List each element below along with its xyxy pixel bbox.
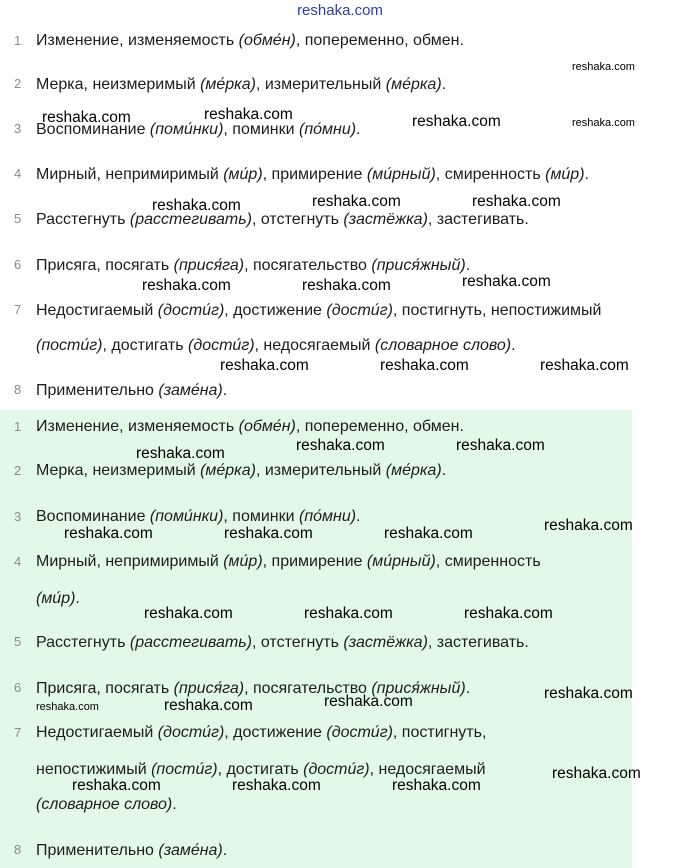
watermark: reshaka.com: [380, 357, 469, 374]
item-text-line: [36, 381, 227, 401]
root-hint: (прися́жный): [371, 680, 466, 697]
root-hint: (прися́га): [173, 257, 245, 274]
text-segment: .: [356, 121, 361, 138]
watermark: reshaka.com: [540, 357, 629, 374]
watermark: reshaka.com: [462, 273, 551, 290]
root-hint: (ми́р): [545, 166, 585, 183]
item-number: 3: [14, 509, 22, 524]
watermark: reshaka.com: [164, 697, 253, 714]
root-hint: (дости́г): [188, 337, 255, 354]
watermark: reshaka.com: [144, 605, 233, 622]
item-number: 8: [14, 842, 22, 857]
watermark: reshaka.com: [136, 445, 225, 462]
watermark: reshaka.com: [544, 517, 633, 534]
text-segment: .: [172, 796, 177, 813]
root-hint: (ме́рка): [200, 76, 256, 93]
root-hint: (застёжка): [343, 211, 428, 228]
root-hint: (дости́г): [157, 302, 225, 319]
item-number: 4: [14, 166, 22, 181]
root-hint: (дости́г): [303, 761, 370, 778]
text-segment: .: [222, 382, 228, 399]
root-hint: (ми́р): [223, 166, 263, 183]
text-segment: Присяга, посягать: [36, 257, 174, 274]
item-text-line: [36, 461, 446, 481]
root-hint: (расстегивать): [129, 211, 252, 228]
watermark: reshaka.com: [72, 777, 161, 794]
root-hint: (ми́р): [223, 553, 263, 570]
text-segment: , недосягаемый: [254, 337, 375, 354]
text-segment: .: [584, 166, 589, 183]
text-segment: .: [511, 337, 516, 354]
item-number: 5: [14, 211, 22, 226]
watermark: reshaka.com: [204, 106, 293, 123]
text-segment: Воспоминание: [36, 121, 150, 138]
watermark: reshaka.com: [464, 605, 553, 622]
root-hint: (пости́г): [151, 761, 218, 778]
item-text-line: [36, 75, 446, 95]
text-segment: , попеременно, обмен.: [295, 32, 464, 49]
text-segment: , измерительный: [255, 462, 386, 479]
text-segment: .: [465, 680, 471, 697]
item-text-line: [36, 210, 529, 230]
text-segment: , попеременно, обмен.: [295, 418, 464, 435]
watermark: reshaka.com: [572, 61, 635, 73]
text-segment: , постигнуть,: [392, 724, 487, 741]
root-hint: (по́мни): [299, 121, 357, 138]
root-hint: (по́мни): [299, 508, 357, 525]
text-segment: Применительно: [36, 842, 159, 859]
item-text-line: [36, 552, 541, 572]
text-segment: Применительно: [36, 382, 159, 399]
text-segment: , посягательство: [244, 257, 372, 274]
watermark: reshaka.com: [224, 525, 313, 542]
text-segment: Мирный, непримиримый: [36, 166, 224, 183]
text-segment: Недостигаемый: [36, 302, 158, 319]
item-number: 5: [14, 634, 22, 649]
site-header-watermark: reshaka.com: [297, 2, 383, 19]
watermark: reshaka.com: [312, 193, 401, 210]
watermark: reshaka.com: [232, 777, 321, 794]
item-text-line: [36, 336, 516, 356]
root-hint: (расстегивать): [129, 634, 252, 651]
root-hint: (застёжка): [343, 634, 428, 651]
text-segment: , смиренность: [435, 166, 546, 183]
text-segment: Мирный, непримиримый: [36, 553, 224, 570]
watermark: reshaka.com: [296, 437, 385, 454]
text-segment: , посягательство: [244, 680, 372, 697]
root-hint: (обме́н): [238, 418, 296, 435]
text-segment: , недосягаемый: [369, 761, 486, 778]
watermark: reshaka.com: [572, 117, 635, 129]
item-text-line: [36, 589, 80, 609]
watermark: reshaka.com: [36, 701, 99, 713]
root-hint: (ми́р): [36, 590, 76, 607]
text-segment: , измерительный: [255, 76, 386, 93]
text-segment: Воспоминание: [36, 508, 150, 525]
item-number: 1: [14, 419, 22, 434]
watermark: reshaka.com: [392, 777, 481, 794]
root-hint: (словарное слово): [36, 796, 173, 813]
root-hint: (ми́рный): [366, 553, 436, 570]
text-segment: , поминки: [223, 508, 300, 525]
root-hint: (заме́на): [158, 382, 223, 399]
text-segment: Недостигаемый: [36, 724, 158, 741]
item-number: 1: [14, 33, 22, 48]
text-segment: , достигать: [102, 337, 189, 354]
root-hint: (поми́нки): [149, 121, 224, 138]
item-number: 2: [14, 76, 22, 91]
item-number: 4: [14, 554, 22, 569]
text-segment: , достижение: [224, 302, 327, 319]
text-segment: Мерка, неизмеримый: [36, 462, 201, 479]
watermark: reshaka.com: [302, 277, 391, 294]
root-hint: (дости́г): [326, 302, 393, 319]
root-hint: (пости́г): [36, 337, 103, 354]
watermark: reshaka.com: [384, 525, 473, 542]
text-segment: .: [356, 508, 361, 525]
text-segment: , примирение: [262, 166, 367, 183]
item-number: 8: [14, 382, 22, 397]
text-segment: Расстегнуть: [36, 634, 130, 651]
item-text-line: [36, 417, 464, 437]
watermark: reshaka.com: [324, 693, 413, 710]
item-text-line: [36, 31, 464, 51]
text-segment: , смиренность: [435, 553, 541, 570]
text-segment: .: [441, 76, 447, 93]
root-hint: (заме́на): [158, 842, 223, 859]
root-hint: (прися́жный): [371, 257, 466, 274]
text-segment: , достижение: [224, 724, 327, 741]
watermark: reshaka.com: [220, 357, 309, 374]
text-segment: , достигать: [217, 761, 304, 778]
item-text-line: [36, 301, 602, 321]
watermark: reshaka.com: [472, 193, 561, 210]
text-segment: , застегивать.: [427, 211, 529, 228]
root-hint: (ми́рный): [366, 166, 436, 183]
text-segment: Мерка, неизмеримый: [36, 76, 201, 93]
watermark: reshaka.com: [552, 765, 641, 782]
text-segment: Присяга, посягать: [36, 680, 174, 697]
item-text-line: [36, 723, 486, 743]
root-hint: (ме́рка): [385, 462, 442, 479]
item-number: 7: [14, 725, 22, 740]
text-segment: , примирение: [262, 553, 367, 570]
watermark: reshaka.com: [152, 197, 241, 214]
root-hint: (дости́г): [157, 724, 225, 741]
root-hint: (дости́г): [326, 724, 393, 741]
root-hint: (поми́нки): [149, 508, 224, 525]
text-segment: , застегивать.: [427, 634, 529, 651]
item-number: 6: [14, 680, 22, 695]
watermark: reshaka.com: [304, 605, 393, 622]
watermark: reshaka.com: [42, 109, 131, 126]
text-segment: , постигнуть, непостижимый: [392, 302, 602, 319]
item-text-line: [36, 256, 470, 276]
root-hint: (ме́рка): [385, 76, 442, 93]
text-segment: .: [465, 257, 471, 274]
item-text-line: [36, 795, 177, 815]
item-text-line: [36, 165, 589, 185]
watermark: reshaka.com: [142, 277, 231, 294]
text-segment: Расстегнуть: [36, 211, 130, 228]
watermark: reshaka.com: [64, 525, 153, 542]
item-number: 3: [14, 121, 22, 136]
text-segment: .: [441, 462, 447, 479]
item-text-line: [36, 633, 529, 653]
text-segment: , отстегнуть: [251, 211, 344, 228]
text-segment: .: [222, 842, 228, 859]
item-text-line: [36, 507, 361, 527]
text-segment: , поминки: [223, 121, 300, 138]
text-segment: .: [75, 590, 80, 607]
watermark: reshaka.com: [412, 113, 501, 130]
watermark: reshaka.com: [456, 437, 545, 454]
root-hint: (прися́га): [173, 680, 245, 697]
root-hint: (ме́рка): [200, 462, 256, 479]
text-segment: Изменение, изменяемость: [36, 418, 239, 435]
item-number: 6: [14, 257, 22, 272]
root-hint: (обме́н): [238, 32, 296, 49]
item-number: 2: [14, 463, 22, 478]
item-text-line: [36, 841, 227, 861]
root-hint: (словарное слово): [374, 337, 512, 354]
text-segment: непостижимый: [36, 761, 152, 778]
item-number: 7: [14, 302, 22, 317]
watermark: reshaka.com: [544, 685, 633, 702]
text-segment: Изменение, изменяемость: [36, 32, 239, 49]
text-segment: , отстегнуть: [251, 634, 344, 651]
